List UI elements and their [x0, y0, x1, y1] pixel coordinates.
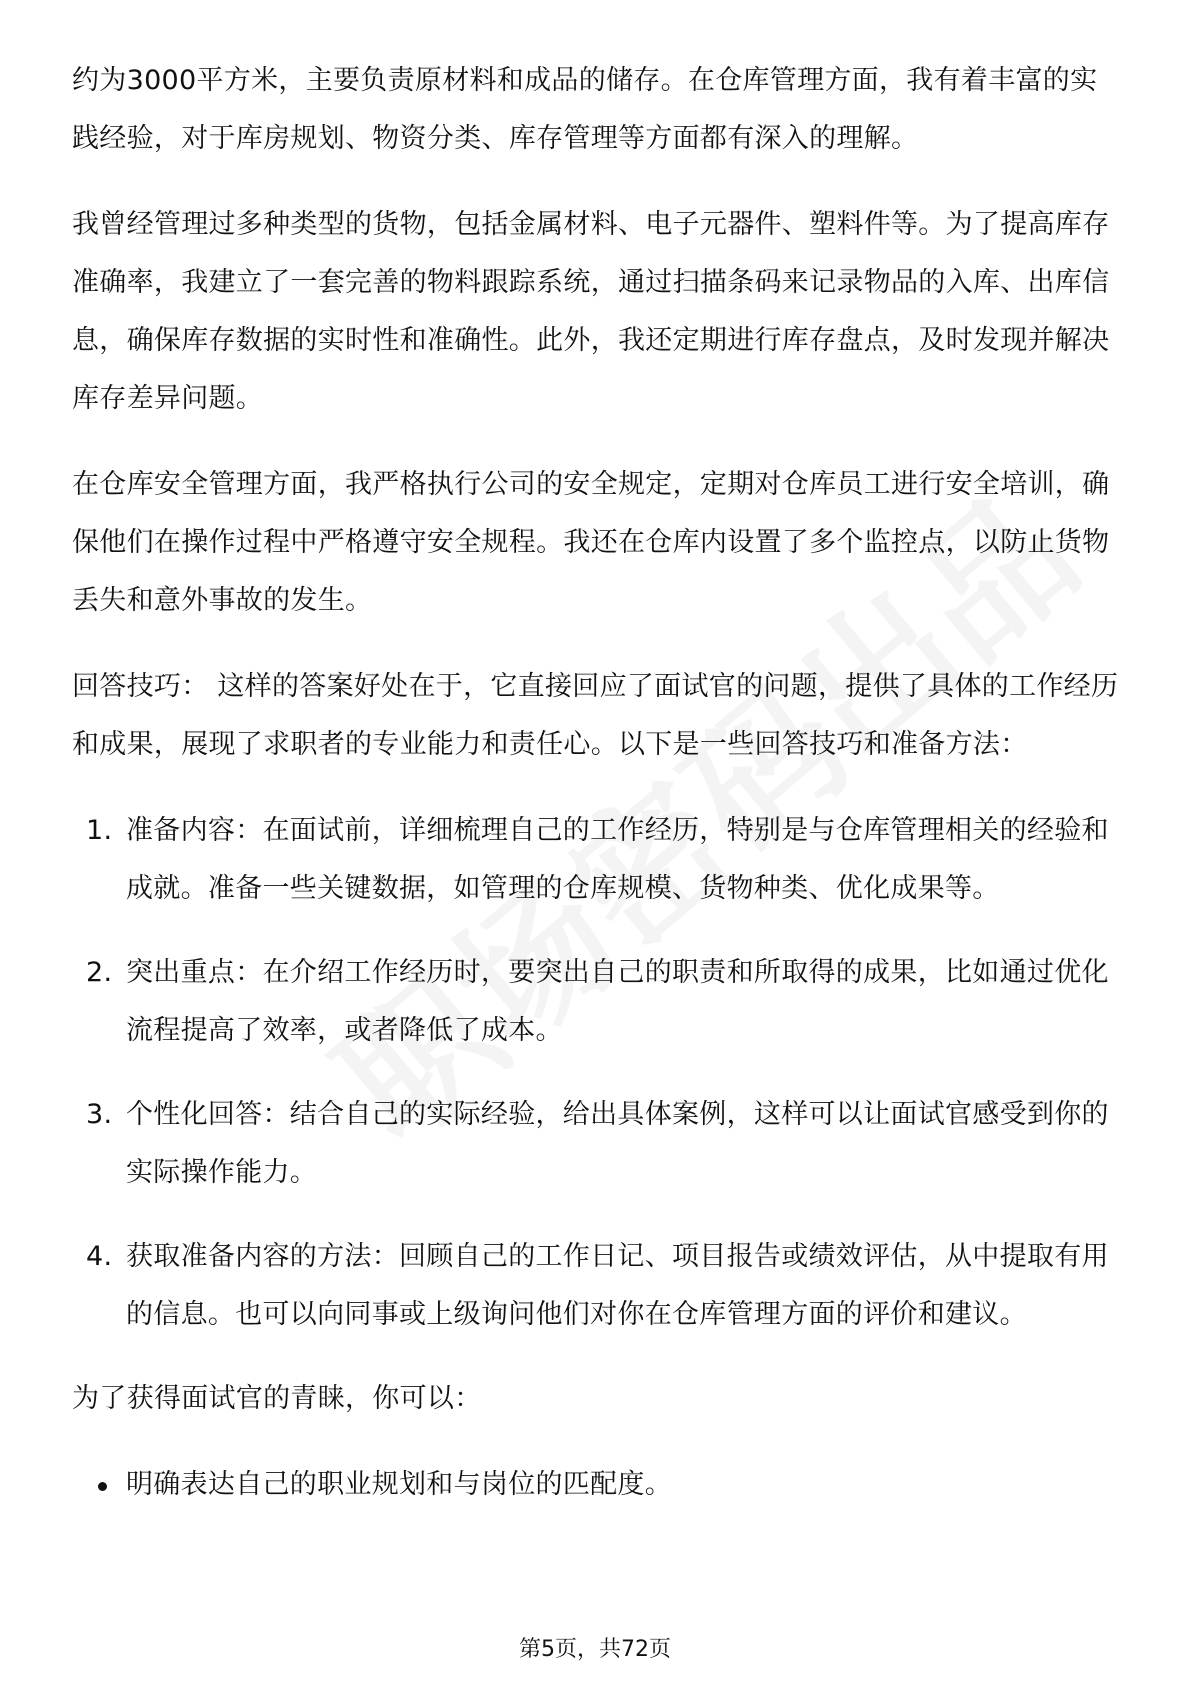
list-item	[72, 1086, 1122, 1202]
paragraph-safety-management: 在仓库安全管理方面，我严格执行公司的安全规定，定期对仓库员工进行安全培训，确保他们在操作过程中严格遵守安全规程。我还在仓库内设置了多个监控点，以防止货物丢失和意外事故的发生。	[72, 469, 1110, 616]
bullet-list	[72, 1456, 1122, 1514]
list-item	[72, 944, 1122, 1060]
bullet-dot-icon	[98, 1482, 107, 1491]
paragraph-warehouse-intro: 约为3000平方米，主要负责原材料和成品的储存。在仓库管理方面，我有着丰富的实践经验，对于库房规划、物资分类、库存管理等方面都有深入的理解。	[72, 65, 1098, 154]
list-item-text: 获取准备内容的方法：回顾自己的工作日记、项目报告或绩效评估，从中提取有用的信息。也可以向同事或上级询问他们对你在仓库管理方面的评价和建议。	[126, 1241, 1109, 1330]
list-item-text: 准备内容：在面试前，详细梳理自己的工作经历，特别是与仓库管理相关的经验和成就。准备一些关键数据，如管理的仓库规模、货物种类、优化成果等。	[126, 815, 1109, 904]
paragraph-goods-management: 我曾经管理过多种类型的货物，包括金属材料、电子元器件、塑料件等。为了提高库存准确率，我建立了一套完善的物料跟踪系统，通过扫描条码来记录物品的入库、出库信息，确保库存数据的实时性和准确性。此外，我还定期进行库存盘点，及时发现并解决库存差异问题。	[72, 209, 1110, 414]
paragraph-closing: 为了获得面试官的青睐，你可以：	[72, 1383, 482, 1414]
list-item-text: 个性化回答：结合自己的实际经验，给出具体案例，这样可以让面试官感受到你的实际操作能力。	[126, 1099, 1109, 1188]
page-number: 第5页，共72页	[519, 1637, 671, 1662]
list-item	[72, 802, 1122, 918]
bullet-item-text: 明确表达自己的职业规划和与岗位的匹配度。	[126, 1469, 672, 1500]
bullet-item	[72, 1456, 1122, 1514]
list-item-number: 4.	[86, 1241, 113, 1272]
page-content	[72, 52, 1122, 1514]
tips-list	[72, 802, 1122, 1344]
list-item-number: 2.	[86, 957, 113, 988]
list-item-number: 1.	[86, 815, 113, 846]
paragraph-answer-tips: 回答技巧： 这样的答案好处在于，它直接回应了面试官的问题，提供了具体的工作经历和成果，展现了求职者的专业能力和责任心。以下是一些回答技巧和准备方法：	[72, 671, 1119, 760]
list-item-number: 3.	[86, 1099, 113, 1130]
list-item-text: 突出重点：在介绍工作经历时，要突出自己的职责和所取得的成果，比如通过优化流程提高了效率，或者降低了成本。	[126, 957, 1109, 1046]
list-item	[72, 1228, 1122, 1344]
